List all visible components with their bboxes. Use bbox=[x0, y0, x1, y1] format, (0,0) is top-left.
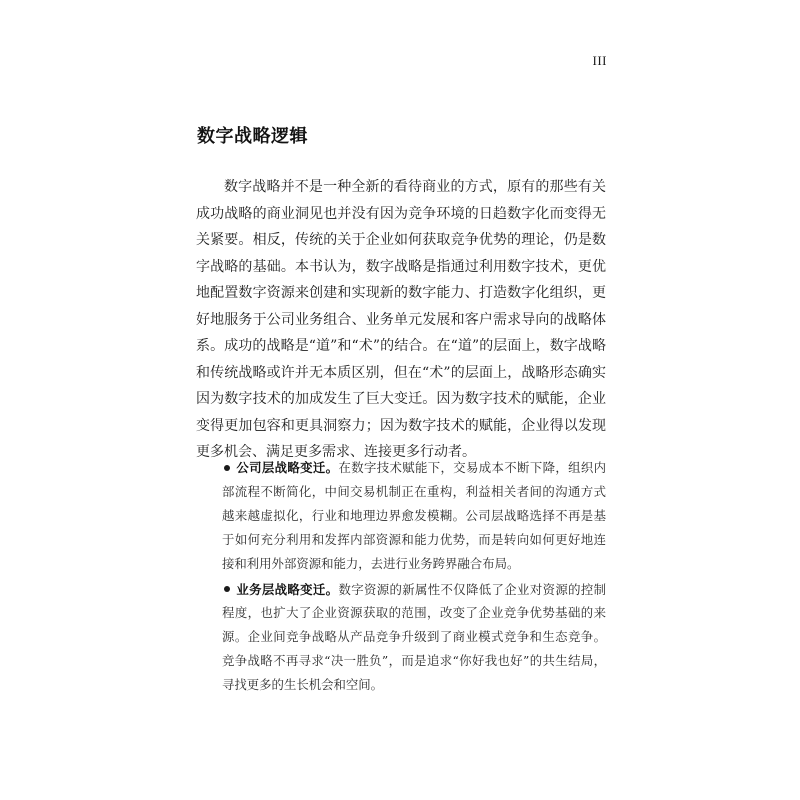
bullet-icon bbox=[224, 586, 230, 592]
bullet-text: 数字资源的新属性不仅降低了企业对资源的控制程度，也扩大了企业资源获取的范围，改变了企业竞争优势基础的来源。企业间竞争战略从产品竞争升级到了商业模式竞争和生态竞争。竞争战略不再寻求“决一胜负”，而是追求“你好我也好”的共生结局，寻找更多的生长机会和空间。 bbox=[222, 581, 607, 693]
section-title: 数字战略逻辑 bbox=[197, 126, 308, 147]
page-number: III bbox=[592, 53, 607, 68]
bullet-heading: 业务层战略变迁。 bbox=[236, 581, 339, 597]
bullet-list bbox=[222, 456, 606, 699]
bullet-heading: 公司层战略变迁。 bbox=[236, 460, 339, 475]
bullet-item-corporate-strategy bbox=[222, 456, 606, 576]
bullet-item-business-strategy bbox=[222, 578, 606, 698]
intro-paragraph: 数字战略并不是一种全新的看待商业的方式，原有的那些有关成功战略的商业洞见也并没有因为竞争环境的日趋数字化而变得无关紧要。相反，传统的关于企业如何获取竞争优势的理论，仍是数字战略的基础。本书认为，数字战略是指通过利用数字技术，更优地配置数字资源来创建和实现新的数字能力、打造数字化组织，更好地服务于公司业务组合、业务单元发展和客户需求导向的战略体系。成功的战略是“道”和“术”的结合。在“道”的层面上，数字战略和传统战略或许并无本质区别，但在“术”的层面上，战略形态确实因为数字技术的加成发生了巨大变迁。因为数字技术的赋能，企业变得更加包容和更具洞察力；因为数字技术的赋能，企业得以发现更多机会、满足更多需求、连接更多行动者。 bbox=[196, 179, 606, 460]
bullet-icon bbox=[224, 465, 230, 471]
bullet-text: 在数字技术赋能下，交易成本不断下降，组织内部流程不断简化，中间交易机制正在重构，利益相关者间的沟通方式越来越虚拟化，行业和地理边界愈发模糊。公司层战略选择不再是基于如何充分利用和发挥内部资源和能力优势，而是转向如何更好地连接和利用外部资源和能力，去进行业务跨界融合布局。 bbox=[222, 460, 607, 571]
